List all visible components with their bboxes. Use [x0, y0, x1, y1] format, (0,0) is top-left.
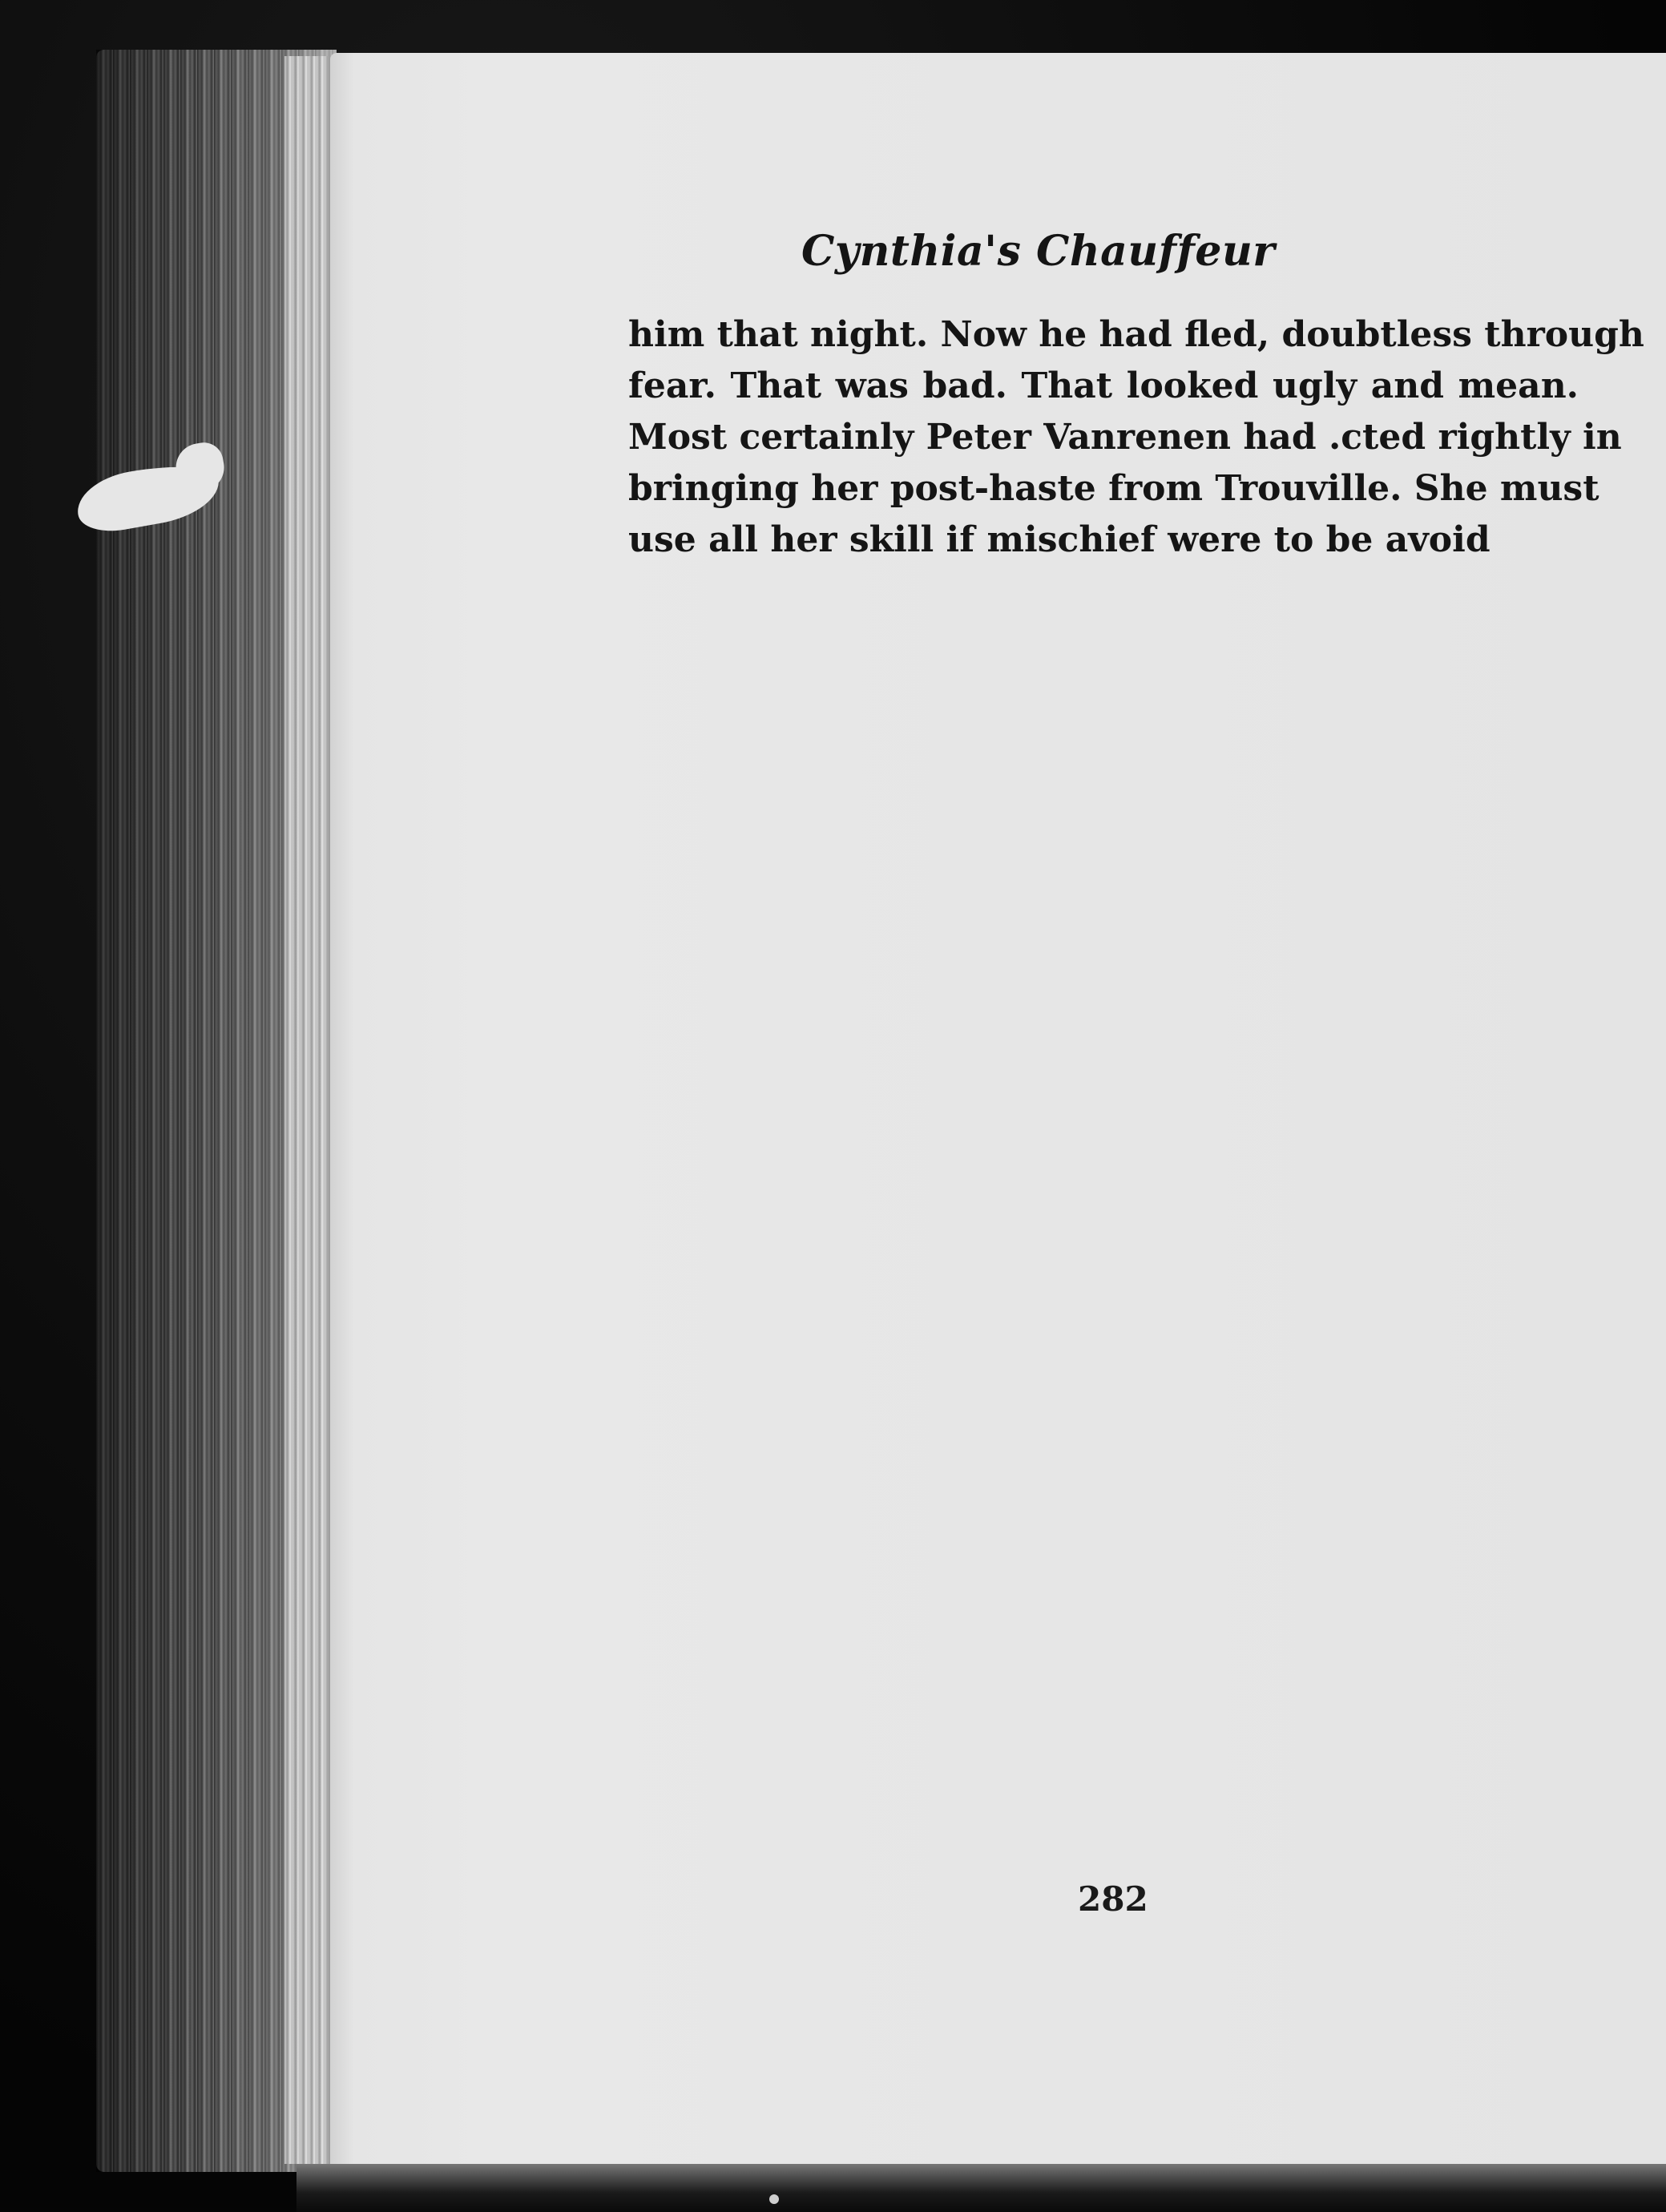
body-line-2: fear. That was bad. That looked ugly and mean.: [628, 365, 1579, 406]
body-line-5: use all her skill if mischief were to be avoid: [628, 519, 1491, 560]
scan-speck: [769, 2194, 779, 2204]
body-line-4: bringing her post-haste from Trouville. She must: [628, 468, 1599, 509]
running-header: Cynthia's Chauffeur: [801, 227, 1276, 276]
page-edge-highlight: [284, 56, 329, 2164]
body-line-1: him that night. Now he had fled, doubtless through: [628, 314, 1644, 355]
body-line-3: Most certainly Peter Vanrenen had .cted rightly in: [628, 417, 1622, 458]
body-paragraph: [628, 309, 1644, 566]
page-bottom-shadow: [296, 2164, 1666, 2212]
page-number: 282: [1078, 1879, 1148, 1919]
